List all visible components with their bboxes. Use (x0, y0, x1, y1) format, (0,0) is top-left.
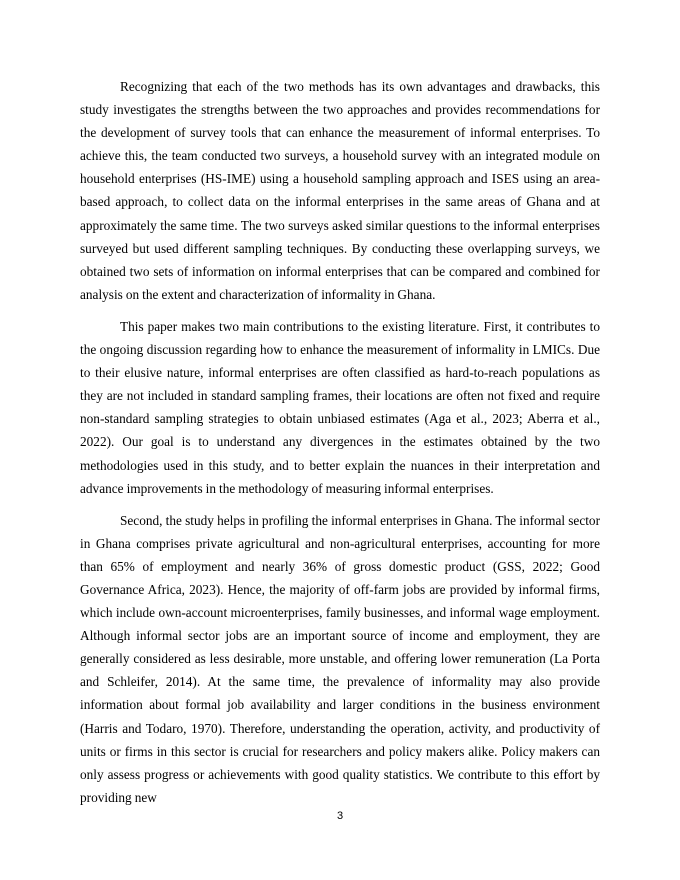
paragraph-contributions: This paper makes two main contributions to the existing literature. First, it contributes to the ongoing discussion regarding how to enhance the measurement of informality in LMICs. Due to their elusive nature, informal enterprises are often classified as hard-to-reach populations as they are not included in standard sampling frames, their locations are often not fixed and require non-standard sampling strategies to obtain unbiased estimates (Aga et al., 2023; Aberra et al., 2022). Our goal is to understand any divergences in the estimates obtained by the two methodologies used in this study, and to better explain the nuances in their interpretation and advance improvements in the methodology of measuring informal enterprises. (80, 318, 600, 496)
page-number: 3 (336, 810, 344, 822)
document-body (80, 75, 600, 818)
paragraph-informal-sector-profile: Second, the study helps in profiling the informal enterprises in Ghana. The informal sector in Ghana comprises private agricultural and non-agricultural enterprises, accounting for more than 65% of employment and nearly 36% of gross domestic product (GSS, 2022; Good Governance Africa, 2023). Hence, the majority of off-farm jobs are provided by informal firms, which include own-account microenterprises, family businesses, and informal wage employment. Although informal sector jobs are an important source of income and employment, they are generally considered as less desirable, more unstable, and offering lower remuneration (La Porta and Schleifer, 2014). At the same time, the prevalence of informality may also provide information about formal job availability and larger conditions in the business environment (Harris and Todaro, 1970). Therefore, understanding the operation, activity, and productivity of units or firms in this sector is crucial for researchers and policy makers alike. Policy makers can only assess progress or achievements with good quality statistics. We contribute to this effort by providing new (80, 512, 600, 805)
paragraph-methods-comparison: Recognizing that each of the two methods has its own advantages and drawbacks, this study investigates the strengths between the two approaches and provides recommendations for the development of survey tools that can enhance the measurement of informal enterprises. To achieve this, the team conducted two surveys, a household survey with an integrated module on household enterprises (HS-IME) using a household sampling approach and ISES using an area-based approach, to collect data on the informal enterprises in the same areas of Ghana and at approximately the same time. The two surveys asked similar questions to the informal enterprises surveyed but used different sampling techniques. By conducting these overlapping surveys, we obtained two sets of information on informal enterprises that can be compared and combined for analysis on the extent and characterization of informality in Ghana. (80, 79, 600, 302)
